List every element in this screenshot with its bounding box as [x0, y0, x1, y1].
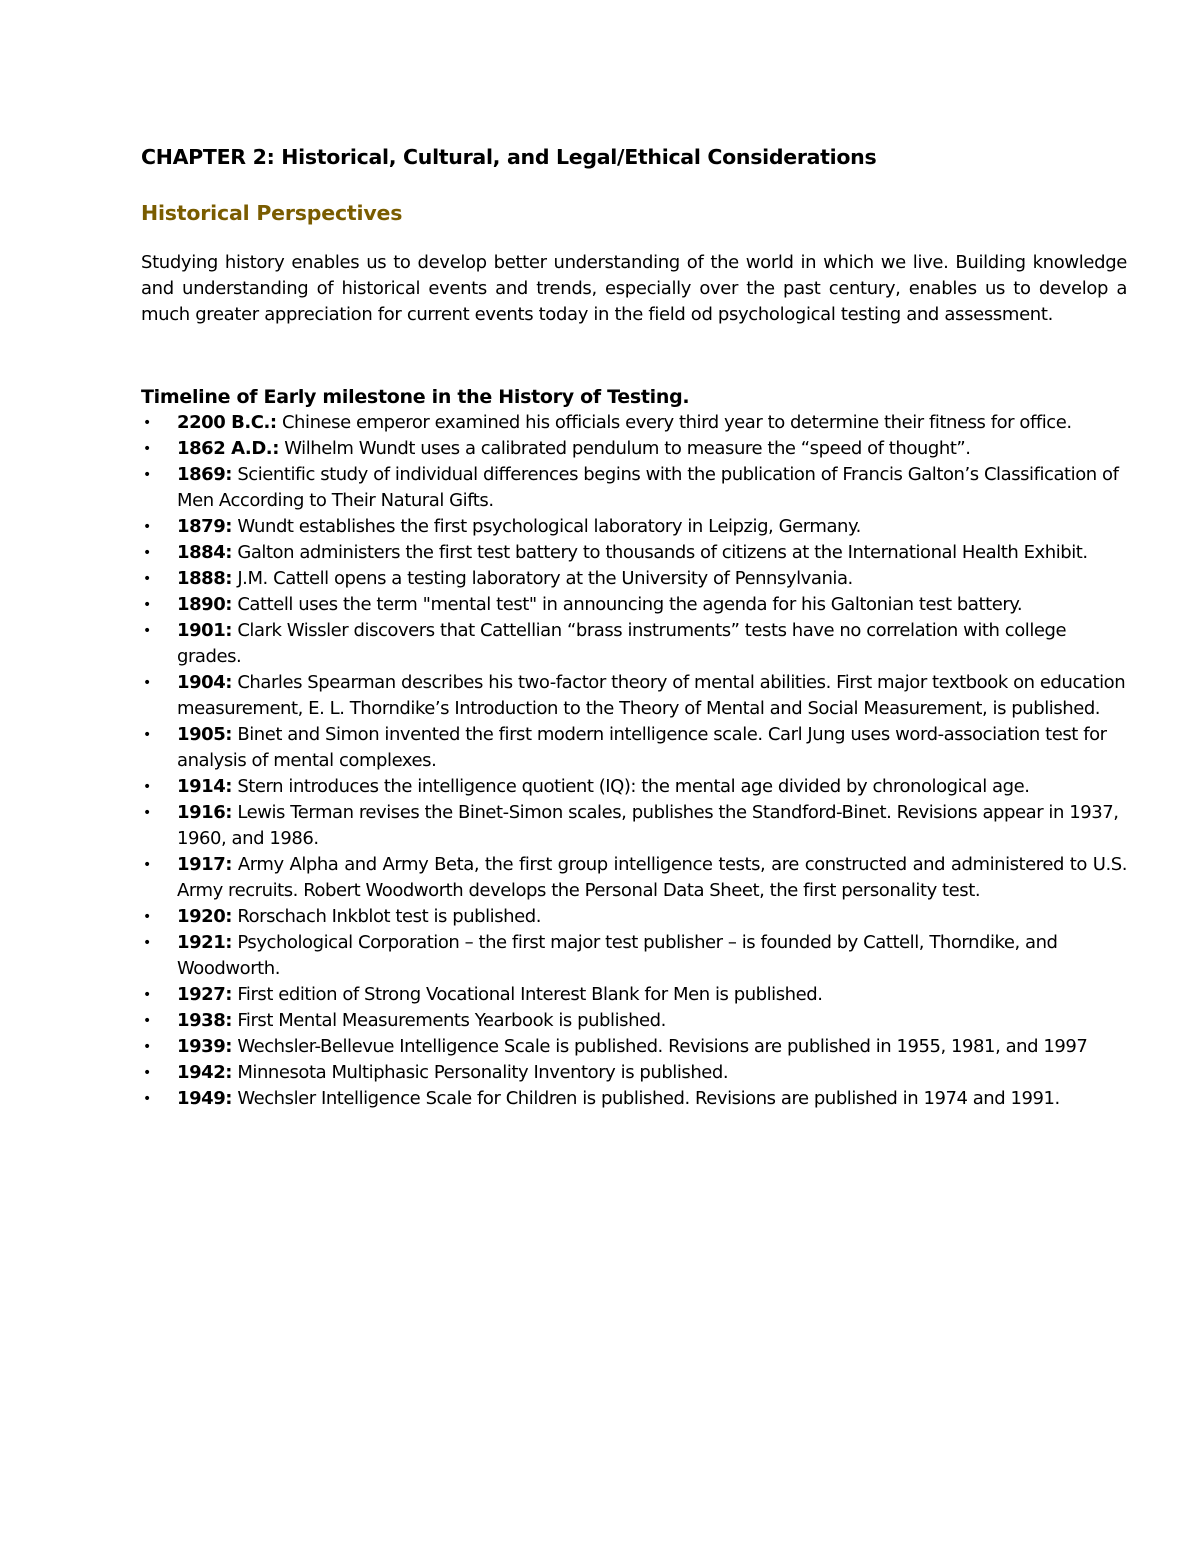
timeline-text: Psychological Corporation – the first major test publisher – is founded by Cattell, Thorndike, and Woodworth. — [177, 932, 1058, 979]
timeline-year: 1949: — [177, 1088, 233, 1109]
timeline-year: 1938: — [177, 1010, 233, 1031]
timeline-year: 1862 A.D.: — [177, 438, 279, 459]
timeline-item — [141, 566, 1127, 592]
timeline-year: 1942: — [177, 1062, 233, 1083]
timeline-item — [141, 774, 1127, 800]
bullet-icon: • — [143, 415, 151, 431]
timeline-item — [141, 800, 1127, 852]
timeline-text: First edition of Strong Vocational Interest Blank for Men is published. — [232, 984, 823, 1005]
bullet-icon: • — [143, 935, 151, 951]
timeline-item — [141, 904, 1127, 930]
timeline-year: 1869: — [177, 464, 233, 485]
timeline-year: 1917: — [177, 854, 233, 875]
document-page — [141, 138, 1127, 1112]
intro-paragraph: Studying history enables us to develop better understanding of the world in which we live. Building knowledge and understanding of historical events and trends, especially over the past century, enables us to develop a much greater appreciation for current events today in the field od psychological testing and assessment. — [141, 252, 1127, 325]
bullet-icon: • — [143, 675, 151, 691]
timeline-item — [141, 592, 1127, 618]
timeline-item — [141, 462, 1127, 514]
bullet-icon: • — [143, 779, 151, 795]
timeline-item — [141, 930, 1127, 982]
chapter-title: CHAPTER 2: Historical, Cultural, and Legal/Ethical Considerations — [141, 145, 877, 169]
section-heading: Historical Perspectives — [141, 201, 403, 225]
timeline-item — [141, 514, 1127, 540]
timeline-text: Wundt establishes the first psychological laboratory in Leipzig, Germany. — [232, 516, 861, 537]
bullet-icon: • — [143, 441, 151, 457]
timeline-text: Charles Spearman describes his two-factor theory of mental abilities. First major textbook on education measurement, E. L. Thorndike’s Introduction to the Theory of Mental and Social Measurement, is published. — [177, 672, 1126, 719]
bullet-icon: • — [143, 805, 151, 821]
bullet-icon: • — [143, 1039, 151, 1055]
timeline-text: Lewis Terman revises the Binet-Simon scales, publishes the Standford-Binet. Revisions appear in 1937, 1960, and 1986. — [177, 802, 1119, 849]
bullet-icon: • — [143, 909, 151, 925]
timeline-year: 1927: — [177, 984, 233, 1005]
timeline-year: 1879: — [177, 516, 233, 537]
bullet-icon: • — [143, 727, 151, 743]
timeline-text: Wilhelm Wundt uses a calibrated pendulum to measure the “speed of thought”. — [278, 438, 971, 459]
timeline-year: 1905: — [177, 724, 233, 745]
timeline-year: 1904: — [177, 672, 233, 693]
timeline-text: Galton administers the first test battery to thousands of citizens at the International Health Exhibit. — [232, 542, 1088, 563]
bullet-icon: • — [143, 987, 151, 1003]
timeline-heading: Timeline of Early milestone in the History of Testing. — [141, 386, 690, 408]
timeline-year: 1920: — [177, 906, 233, 927]
timeline-item — [141, 722, 1127, 774]
timeline-item — [141, 618, 1127, 670]
timeline-item — [141, 436, 1127, 462]
timeline-text: First Mental Measurements Yearbook is published. — [232, 1010, 666, 1031]
timeline-year: 1939: — [177, 1036, 233, 1057]
timeline-text: Stern introduces the intelligence quotient (IQ): the mental age divided by chronological age. — [232, 776, 1030, 797]
timeline-text: Army Alpha and Army Beta, the first group intelligence tests, are constructed and administered to U.S. Army recruits. Robert Woodworth develops the Personal Data Sheet, the first personality test. — [177, 854, 1127, 901]
bullet-icon: • — [143, 1091, 151, 1107]
timeline-year: 1901: — [177, 620, 233, 641]
timeline-item — [141, 1060, 1127, 1086]
bullet-icon: • — [143, 1065, 151, 1081]
timeline-text: Wechsler Intelligence Scale for Children is published. Revisions are published in 1974 and 1991. — [232, 1088, 1060, 1109]
timeline-year: 1916: — [177, 802, 233, 823]
timeline-text: Minnesota Multiphasic Personality Inventory is published. — [232, 1062, 729, 1083]
timeline-item — [141, 540, 1127, 566]
timeline-item — [141, 410, 1127, 436]
timeline-item — [141, 982, 1127, 1008]
timeline-item — [141, 1086, 1127, 1112]
timeline-year: 2200 B.C.: — [177, 412, 277, 433]
timeline-text: Wechsler-Bellevue Intelligence Scale is published. Revisions are published in 1955, 1981, and 1997 — [232, 1036, 1088, 1057]
timeline-list — [141, 410, 1127, 1112]
timeline-year: 1888: — [177, 568, 233, 589]
bullet-icon: • — [143, 571, 151, 587]
bullet-icon: • — [143, 857, 151, 873]
bullet-icon: • — [143, 1013, 151, 1029]
bullet-icon: • — [143, 623, 151, 639]
timeline-item — [141, 852, 1127, 904]
bullet-icon: • — [143, 545, 151, 561]
timeline-text: Clark Wissler discovers that Cattellian “brass instruments” tests have no correlation with college grades. — [177, 620, 1067, 667]
bullet-icon: • — [143, 597, 151, 613]
timeline-year: 1914: — [177, 776, 233, 797]
timeline-text: Binet and Simon invented the first modern intelligence scale. Carl Jung uses word-association test for analysis of mental complexes. — [177, 724, 1107, 771]
bullet-icon: • — [143, 467, 151, 483]
timeline-text: Rorschach Inkblot test is published. — [232, 906, 541, 927]
timeline-text: Chinese emperor examined his officials every third year to determine their fitness for office. — [276, 412, 1072, 433]
timeline-item — [141, 670, 1127, 722]
timeline-year: 1921: — [177, 932, 233, 953]
timeline-text: J.M. Cattell opens a testing laboratory at the University of Pennsylvania. — [232, 568, 853, 589]
timeline-item — [141, 1034, 1127, 1060]
timeline-year: 1884: — [177, 542, 233, 563]
timeline-text: Scientific study of individual differences begins with the publication of Francis Galton’s Classification of Men According to Their Natural Gifts. — [177, 464, 1119, 511]
timeline-text: Cattell uses the term "mental test" in announcing the agenda for his Galtonian test battery. — [232, 594, 1023, 615]
timeline-item — [141, 1008, 1127, 1034]
bullet-icon: • — [143, 519, 151, 535]
timeline-year: 1890: — [177, 594, 233, 615]
